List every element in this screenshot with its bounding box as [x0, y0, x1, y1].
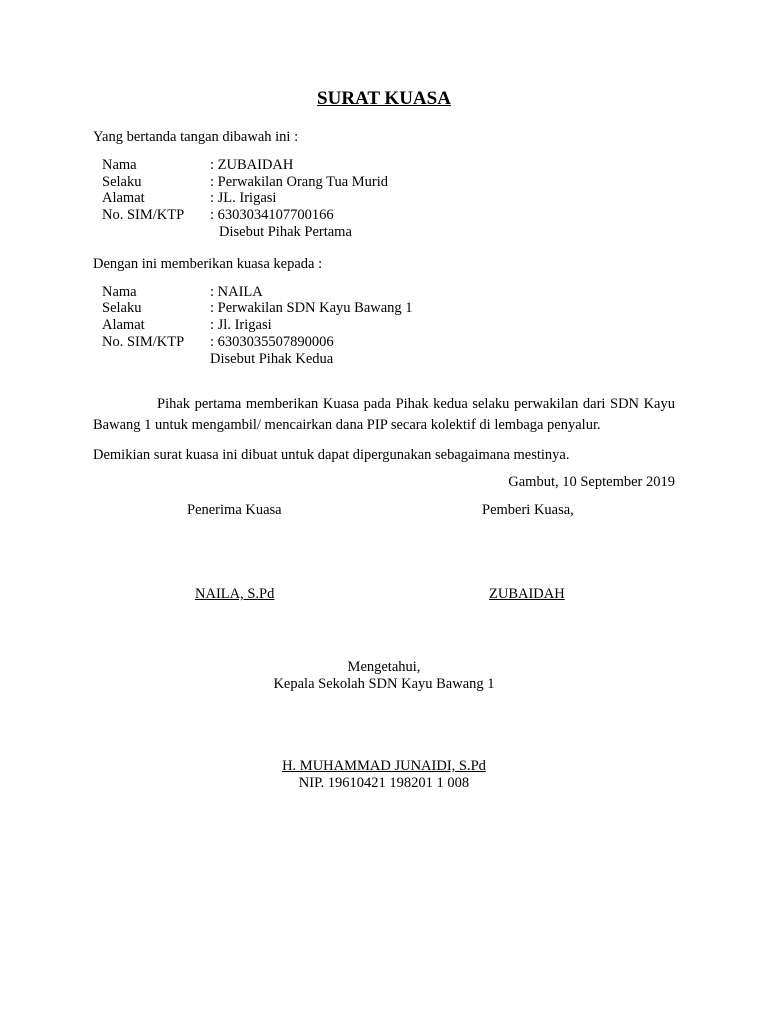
- body-paragraph: Pihak pertama memberikan Kuasa pada Pihak kedua selaku perwakilan dari SDN Kayu Bawang 1 untuk mengambil/ mencairkan dana PIP secara kolektif di lembaga penyalur.: [93, 396, 675, 433]
- receiver-name: NAILA, S.Pd: [195, 586, 275, 602]
- first-party-id-label: No. SIM/KTP: [102, 207, 185, 223]
- first-party-address-label: Alamat: [102, 190, 145, 206]
- second-party-role-value: : Perwakilan SDN Kayu Bawang 1: [210, 300, 413, 316]
- document-title: SURAT KUASA: [317, 88, 451, 109]
- first-party-name-label: Nama: [102, 157, 137, 173]
- second-party-designation: Disebut Pihak Kedua: [210, 351, 334, 367]
- acknowledgement-label: Mengetahui,: [347, 659, 421, 675]
- first-party-role-value: : Perwakilan Orang Tua Murid: [210, 174, 389, 190]
- second-party-address-value: : Jl. Irigasi: [210, 317, 272, 333]
- receiver-label: Penerima Kuasa: [187, 502, 282, 518]
- first-party-address-value: : JL. Irigasi: [210, 190, 277, 206]
- second-party-name-label: Nama: [102, 284, 137, 300]
- intro-text: Yang bertanda tangan dibawah ini :: [93, 129, 299, 145]
- second-party-id-label: No. SIM/KTP: [102, 334, 185, 350]
- giver-name: ZUBAIDAH: [489, 586, 565, 602]
- principal-role: Kepala Sekolah SDN Kayu Bawang 1: [273, 676, 495, 692]
- first-party-name-value: : ZUBAIDAH: [210, 157, 294, 173]
- place-date: Gambut, 10 September 2019: [508, 474, 675, 490]
- principal-name: H. MUHAMMAD JUNAIDI, S.Pd: [282, 758, 486, 774]
- giver-label: Pemberi Kuasa,: [482, 502, 574, 518]
- grant-intro-text: Dengan ini memberikan kuasa kepada :: [93, 256, 323, 272]
- principal-name-wrap: [0, 758, 768, 775]
- closing-text: Demikian surat kuasa ini dibuat untuk dapat dipergunakan sebagaimana mestinya.: [93, 447, 570, 463]
- second-party-role-label: Selaku: [102, 300, 142, 316]
- principal-nip: NIP. 19610421 198201 1 008: [298, 775, 470, 791]
- second-party-name-value: : NAILA: [210, 284, 263, 300]
- second-party-address-label: Alamat: [102, 317, 145, 333]
- first-party-role-label: Selaku: [102, 174, 142, 190]
- first-party-id-value: : 6303034107700166: [210, 207, 334, 223]
- second-party-id-value: : 6303035507890006: [210, 334, 334, 350]
- first-party-designation: Disebut Pihak Pertama: [219, 224, 352, 240]
